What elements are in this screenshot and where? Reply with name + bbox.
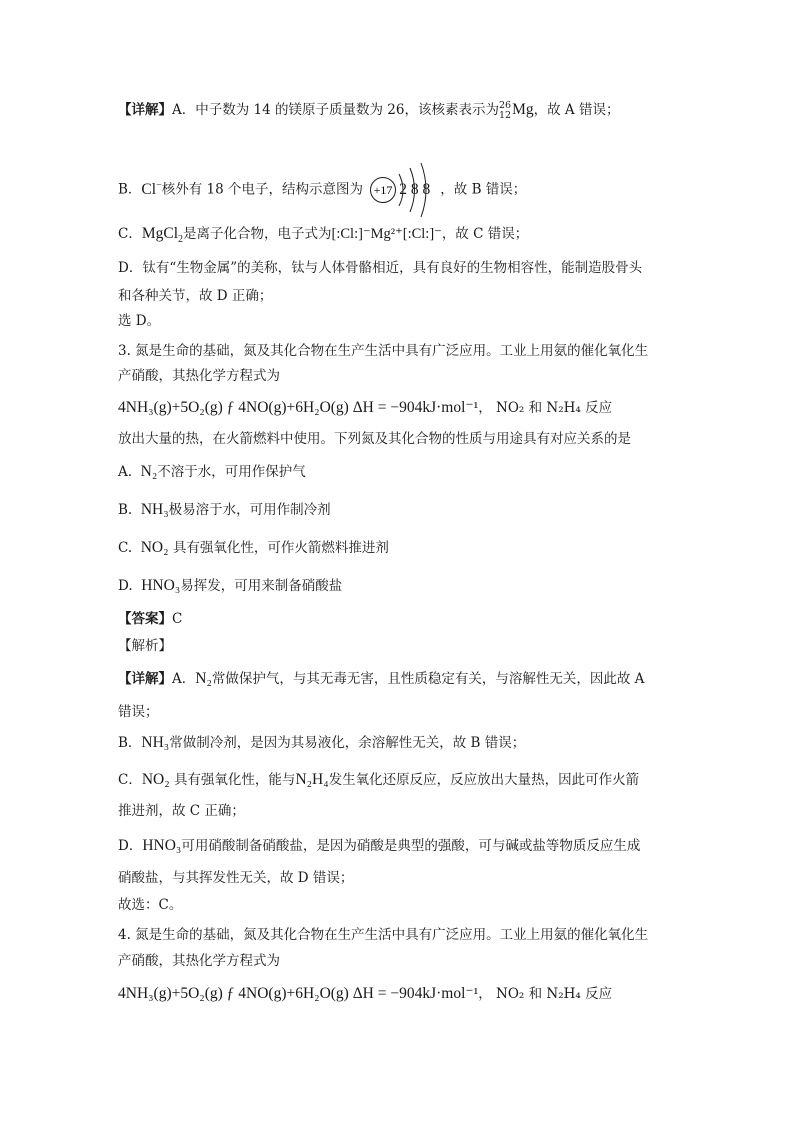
q4-stem-line2: 产硝酸，其热化学方程式为 bbox=[118, 953, 280, 969]
q4-stem-line1: 4. 氮是生命的基础，氮及其化合物在生产生活中具有广泛应用。工业上用氨的催化氧化生 bbox=[118, 927, 649, 943]
exp-c-line1: C．NO₂ 具有强氧化性，能与N₂H₄发生氧化还原反应，反应放出大量热，因此可作火箭 bbox=[118, 771, 640, 788]
q4-equation: 4NH₃(g)+5O₂(g) ƒ 4NO(g)+6H₂O(g) ΔH = −904kJ·mol⁻¹， NO₂ 和 N₂H₄ 反应 bbox=[118, 985, 613, 1002]
detail-b-line: B．Cl−核外有 18 个电子，结构示意图为 +17 2 8 8 ，故 B 错误； bbox=[118, 162, 526, 218]
answer-value: C bbox=[172, 611, 183, 627]
detail-tag: 【详解】 bbox=[118, 102, 172, 118]
q3-option-a: A. N₂不溶于水，可用作保护气 bbox=[118, 463, 306, 480]
mgcl2-formula: MgCl$_2$ bbox=[141, 225, 184, 246]
thermo-equation: 4NH₃(g)+5O₂(g) ƒ 4NO(g)+6H₂O(g) ΔH = −904kJ·mol⁻¹ bbox=[118, 399, 479, 416]
answer-line bbox=[118, 609, 182, 629]
electron-formula: [:Cl:]⁻Mg²⁺[:Cl:]⁻ bbox=[331, 226, 442, 242]
thermo-equation-q4: 4NH₃(g)+5O₂(g) ƒ 4NO(g)+6H₂O(g) ΔH = −904kJ·mol⁻¹ bbox=[118, 985, 479, 1002]
select-d: 选 D。 bbox=[118, 313, 161, 329]
exp-a-line1: 【详解】A．N₂常做保护气，与其无毒无害，且性质稳定有关，与溶解性无关，因此故 A bbox=[118, 670, 645, 687]
q3-stem-line2: 产硝酸，其热化学方程式为 bbox=[118, 368, 280, 384]
analysis-tag: 【解析】 bbox=[118, 638, 172, 654]
q3-stem-line4: 放出大量的热，在火箭燃料中使用。下列氮及其化合物的性质与用途具有对应关系的是 bbox=[118, 431, 631, 447]
detail-d-line1: D．钛有“生物金属”的美称，钛与人体骨骼相近，具有良好的生物相容性，能制造股骨头 bbox=[118, 260, 643, 276]
exp-d-line1: D．HNO₃可用硝酸制备硝酸盐，是因为硝酸是典型的强酸，可与碱或盐等物质反应生成 bbox=[118, 837, 641, 854]
conclusion: 故选：C。 bbox=[118, 897, 183, 913]
isotope-numbers: 26 12 bbox=[498, 99, 512, 121]
detail-c-line: C．MgCl$_2$是离子化合物，电子式为[:Cl:]⁻Mg²⁺[:Cl:]⁻，故 C 错误； bbox=[118, 225, 529, 246]
exp-d-line2: 硝酸盐，与其挥发性无关，故 D 错误； bbox=[118, 870, 354, 886]
exp-b-line: B．NH₃常做制冷剂，是因为其易液化，余溶解性无关，故 B 错误； bbox=[118, 734, 526, 751]
q3-option-c: C. NO₂ 具有强氧化性，可作火箭燃料推进剂 bbox=[118, 539, 389, 556]
isotope-symbol: Mg bbox=[512, 101, 534, 118]
answer-tag: 【答案】 bbox=[118, 611, 172, 627]
detail-a-line: 【详解】A．中子数为 14 的镁原子质量数为 26，该核素表示为 26 12 Mg，故 A 错误； bbox=[118, 99, 620, 121]
q3-option-d: D. HNO₃易挥发，可用来制备硝酸盐 bbox=[118, 577, 343, 594]
q3-equation: 4NH₃(g)+5O₂(g) ƒ 4NO(g)+6H₂O(g) ΔH = −904kJ·mol⁻¹， NO₂ 和 N₂H₄ 反应 bbox=[118, 399, 613, 416]
exp-c-line2: 推进剂，故 C 正确； bbox=[118, 803, 245, 819]
nucleus-charge: +17 bbox=[373, 183, 393, 197]
q3-option-b: B. NH₃极易溶于水，可用作制冷剂 bbox=[118, 501, 331, 518]
q3-stem-line1: 3. 氮是生命的基础，氮及其化合物在生产生活中具有广泛应用。工业上用氨的催化氧化生 bbox=[118, 343, 649, 359]
exp-a-line2: 错误； bbox=[118, 704, 159, 720]
detail-d-line2: 和各种关节，故 D 正确； bbox=[118, 288, 273, 304]
chloride-ion: Cl− bbox=[141, 179, 162, 198]
shell-electrons: 2 8 8 bbox=[399, 180, 431, 198]
